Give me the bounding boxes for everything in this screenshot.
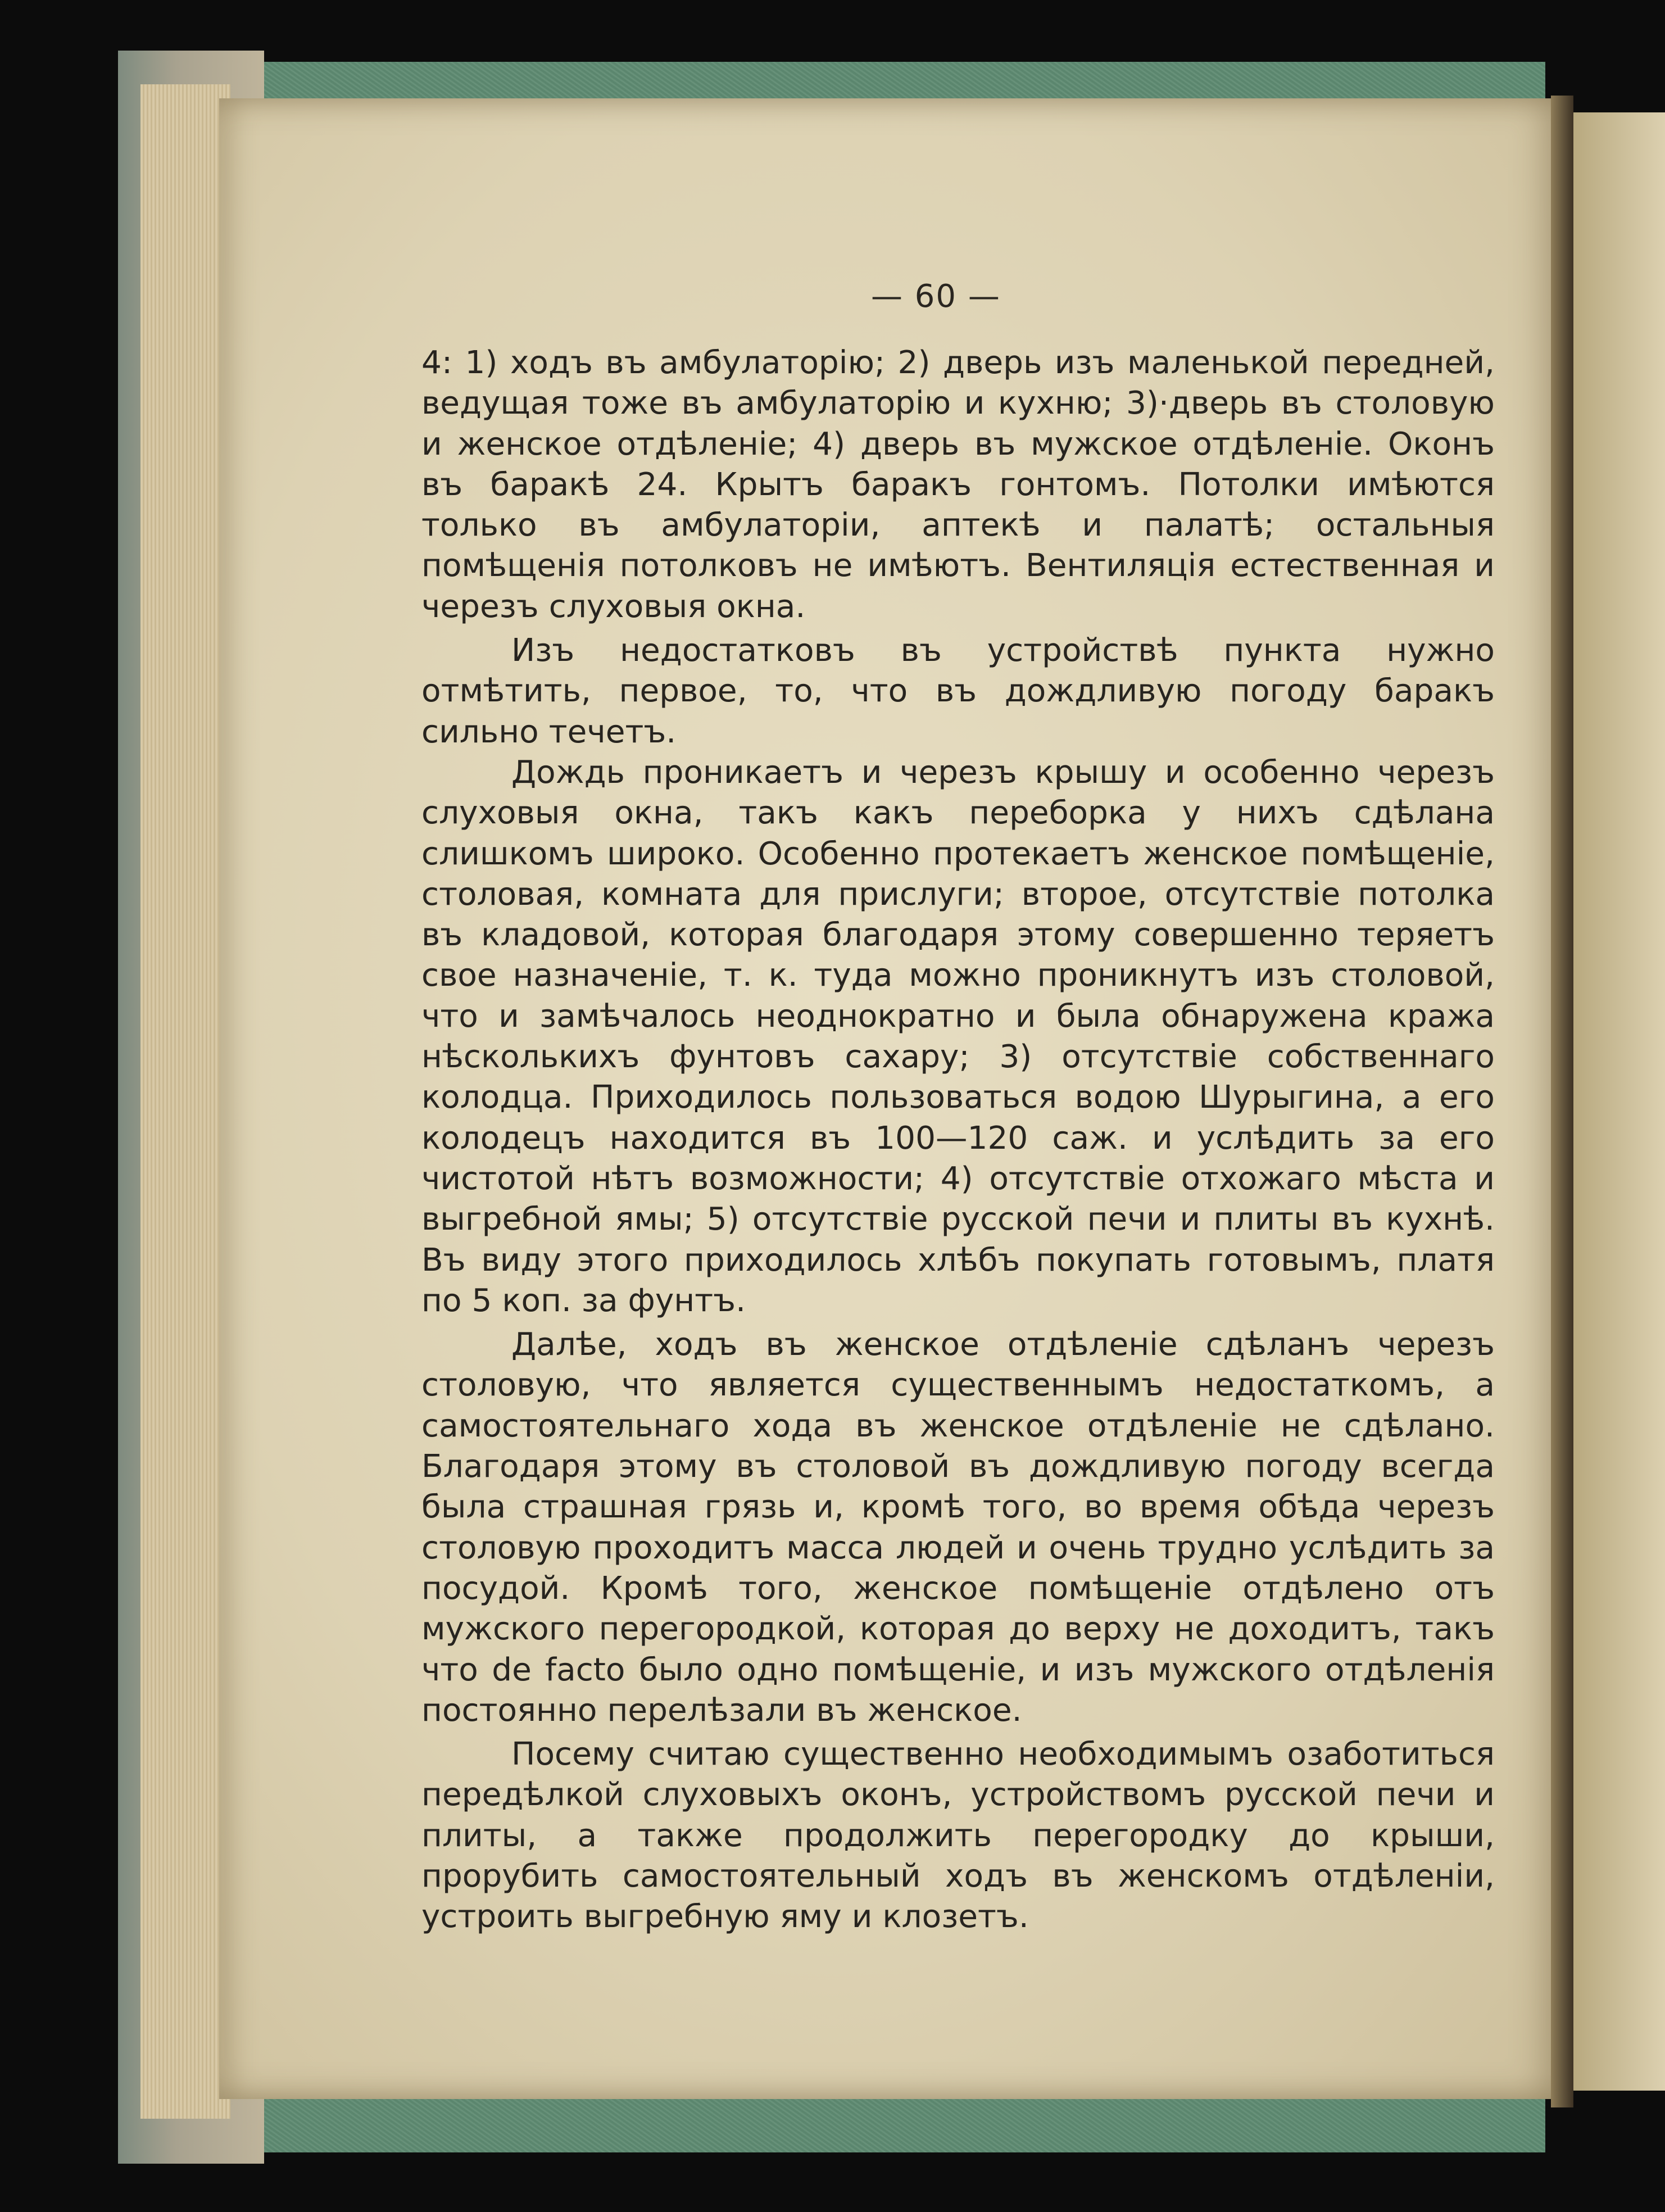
paragraph-4: Далѣе, ходъ въ женское отдѣленіе сдѣланъ черезъ столовую, что является существеннымъ недостаткомъ, а самостоятельнаго хода въ женское отдѣленіе не сдѣлано. Благодаря этому въ столовой въ дождливую погоду всегда была страшная грязь и, кромѣ того, во время обѣда черезъ столовую проходитъ масса людей и очень трудно услѣдить за посудой. Кромѣ того, женское помѣщеніе отдѣлено отъ мужского перегородкой, которая до верху не доходитъ, такъ что de facto было одно помѣщеніе, и изъ мужского отдѣленія постоянно перелѣзали въ женское. [421, 1326, 1495, 1729]
paragraph-3: Дождь проникаетъ и черезъ крышу и особенно черезъ слуховыя окна, такъ какъ переборка у нихъ сдѣлана слишкомъ широко. Особенно протекаетъ женское помѣщеніе, столовая, комната для прислуги; второе, отсутствіе потолка въ кладовой, которая благодаря этому совершенно теряетъ свое назначеніе, т. к. туда можно проникнутъ изъ столовой, что и замѣчалось неоднократно и была обнаружена кража нѣсколькихъ фунтовъ сахару; 3) отсутствіе собственнаго колодца. Приходилось пользоваться водою Шурыгина, а его колодецъ находится въ 100—120 саж. и услѣдить за его чистотой нѣтъ возможности; 4) отсутствіе отхожаго мѣста и выгребной ямы; 5) отсутствіе русской печи и плиты въ кухнѣ. Въ виду этого приходилось хлѣбъ покупать готовымъ, платя по 5 коп. за фунтъ. [421, 754, 1495, 1319]
next-page-edge [1573, 112, 1665, 2091]
paragraph-5: Посему считаю существенно необходимымъ озаботиться передѣлкой слуховыхъ оконъ, устройствомъ русской печи и плиты, а также продолжить перегородку до крыши, прорубить самостоятельный ходъ въ женскомъ отдѣленіи, устроить выгребную яму и клозетъ. [421, 1736, 1495, 1936]
page-edges [140, 84, 230, 2119]
paragraph-1: 4: 1) ходъ въ амбулаторію; 2) дверь изъ маленькой передней, ведущая тоже въ амбулаторію и кухню; 3)·дверь въ столовую и женское отдѣленіе; 4) дверь въ мужское отдѣленіе. Оконъ въ баракѣ 24. Крытъ баракъ гонтомъ. Потолки имѣются только въ амбулаторіи, аптекѣ и палатѣ; остальныя помѣщенія потолковъ не имѣютъ. Вентиляція естественная и черезъ слуховыя окна. [421, 345, 1495, 625]
page-body [421, 343, 1495, 1938]
paragraph-2: Изъ недостатковъ въ устройствѣ пункта нужно отмѣтить, первое, то, что въ дождливую погоду баракъ сильно течетъ. [421, 632, 1495, 750]
book-gutter [1551, 96, 1573, 2107]
page-number: — 60 — [871, 278, 1001, 315]
